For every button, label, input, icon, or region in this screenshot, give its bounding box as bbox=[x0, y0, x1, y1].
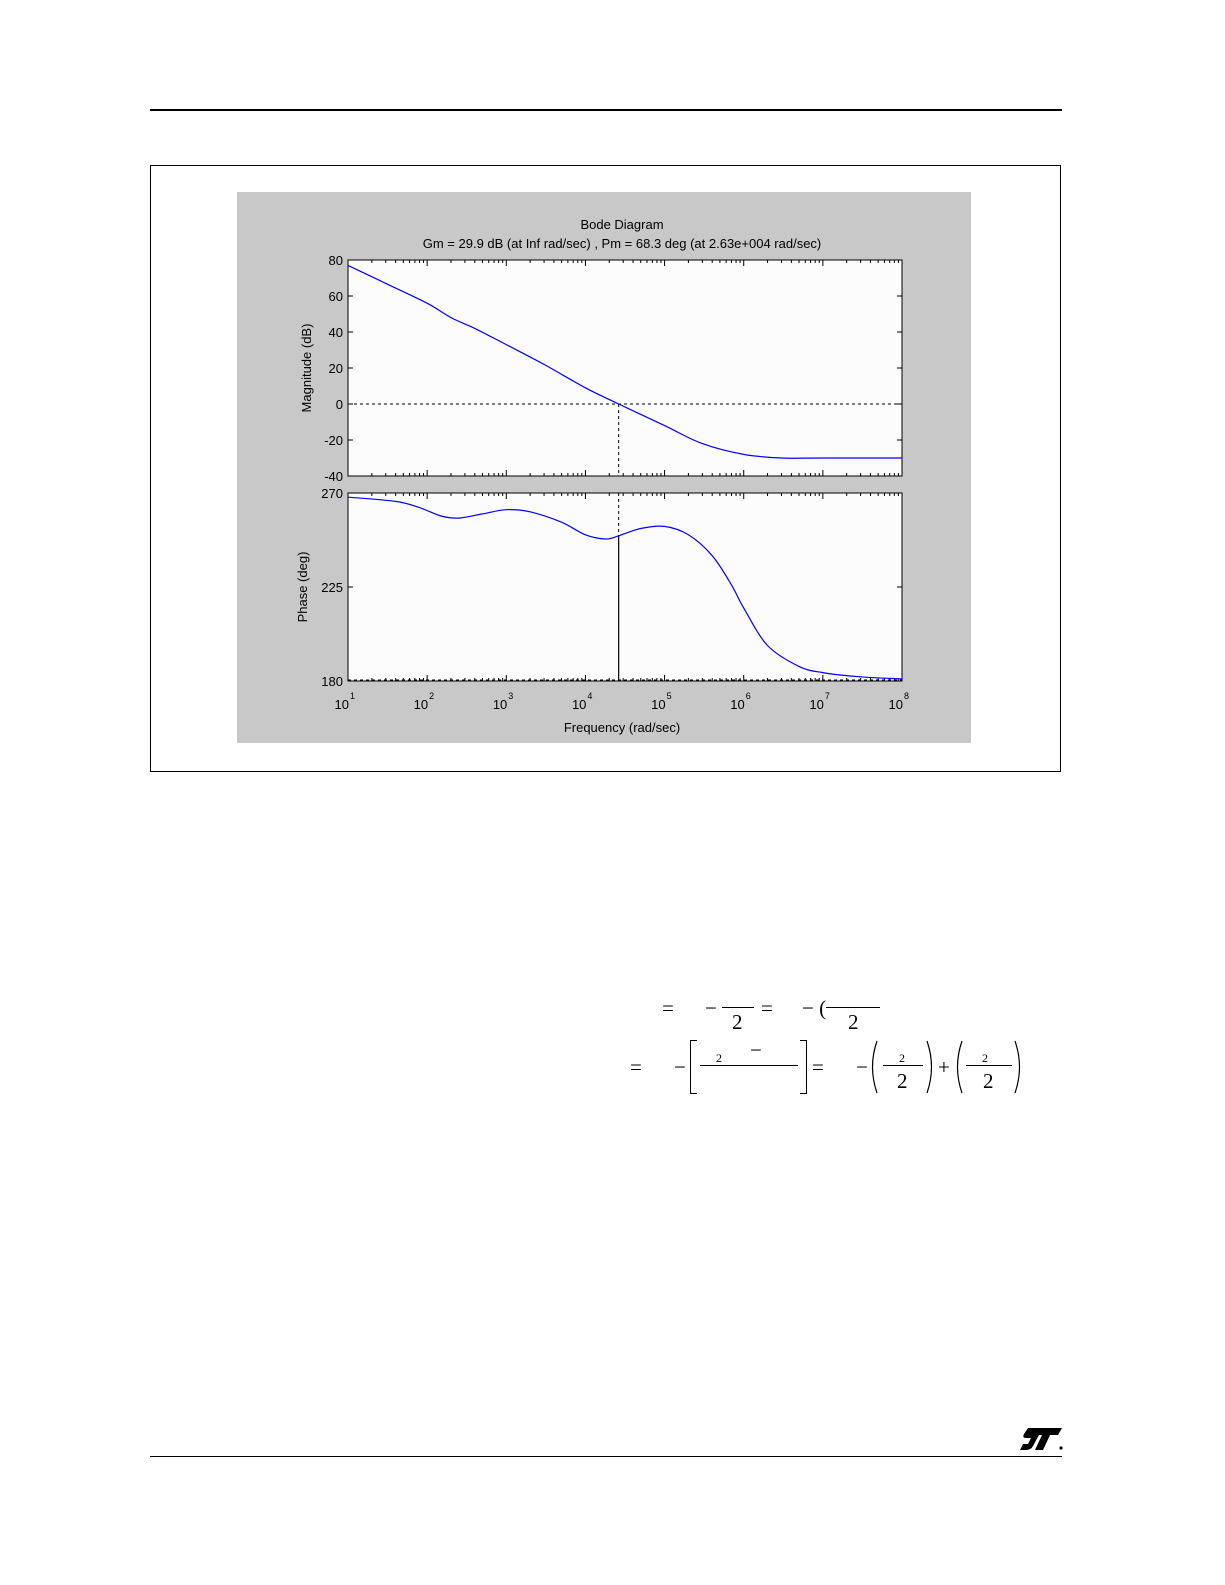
magnitude-y-tick-label: 0 bbox=[335, 397, 343, 412]
eq2-right-paren-1 bbox=[925, 1040, 937, 1094]
x-tick-label-exponent: 6 bbox=[745, 691, 751, 701]
phase-ylabel: Phase (deg) bbox=[295, 551, 310, 623]
magnitude-y-tick-label: -40 bbox=[324, 469, 343, 484]
eq1-minus-1: − bbox=[705, 996, 717, 1020]
eq2-superscript-1: 2 bbox=[716, 1051, 722, 1065]
x-tick-label-exponent: 2 bbox=[429, 691, 435, 701]
x-tick-label: 10 bbox=[413, 697, 429, 712]
x-tick-label: 10 bbox=[730, 697, 745, 712]
eq2-plus: + bbox=[938, 1055, 950, 1079]
chart-subtitle: Gm = 29.9 dB (at Inf rad/sec) , Pm = 68.3 deg (at 2.63e+004 rad/sec) bbox=[422, 236, 822, 251]
eq2-left-bracket bbox=[690, 1040, 697, 1094]
phase-panel bbox=[348, 493, 902, 681]
eq2-minus-inner: − bbox=[750, 1038, 762, 1062]
eq1-denominator-1: 2 bbox=[732, 1010, 743, 1034]
eq2-equals-2: = bbox=[812, 1055, 824, 1079]
chart-title: Bode Diagram bbox=[580, 217, 664, 232]
magnitude-panel bbox=[348, 260, 902, 476]
eq2-equals-1: = bbox=[630, 1055, 642, 1079]
eq2-left-paren-1 bbox=[867, 1040, 879, 1094]
phase-y-tick-label: 180 bbox=[321, 674, 343, 689]
phase-y-tick-label: 270 bbox=[321, 486, 343, 501]
st-logo-icon bbox=[1020, 1426, 1064, 1452]
x-tick-label: 10 bbox=[492, 697, 508, 712]
eq2-fraction-bar-2 bbox=[883, 1065, 923, 1066]
eq1-denominator-2: 2 bbox=[848, 1010, 859, 1034]
eq1-fraction-bar-2 bbox=[826, 1007, 880, 1008]
eq1-minus-2: − ( bbox=[802, 996, 827, 1020]
eq2-denominator-3: 2 bbox=[983, 1069, 994, 1093]
eq1-fraction-bar-1 bbox=[722, 1007, 754, 1008]
magnitude-y-tick-label: 40 bbox=[328, 325, 343, 340]
x-axis-label: Frequency (rad/sec) bbox=[563, 720, 681, 735]
x-tick-label-exponent: 4 bbox=[587, 691, 593, 701]
x-tick-label: 10 bbox=[571, 697, 587, 712]
header-rule bbox=[150, 109, 1062, 111]
eq2-fraction-bar-1 bbox=[700, 1065, 798, 1066]
eq2-minus-1: − bbox=[674, 1055, 686, 1079]
phase-y-tick-label: 225 bbox=[321, 580, 343, 595]
x-tick-label: 10 bbox=[334, 697, 349, 712]
bode-plot bbox=[237, 192, 971, 743]
eq2-denominator-2: 2 bbox=[897, 1069, 908, 1093]
eq2-left-paren-2 bbox=[952, 1040, 964, 1094]
eq2-superscript-3: 2 bbox=[982, 1051, 988, 1065]
x-tick-label-exponent: 1 bbox=[350, 691, 356, 701]
eq2-right-paren-2 bbox=[1013, 1040, 1025, 1094]
magnitude-y-tick-label: 80 bbox=[328, 253, 343, 268]
magnitude-y-tick-label: 20 bbox=[328, 361, 343, 376]
eq2-superscript-2: 2 bbox=[899, 1051, 905, 1065]
x-tick-label: 10 bbox=[888, 697, 903, 712]
eq1-equals-2: = bbox=[761, 996, 773, 1020]
eq1-equals-1: = bbox=[662, 996, 674, 1020]
eq2-minus-2: − bbox=[856, 1055, 868, 1079]
x-tick-label-exponent: 5 bbox=[666, 691, 672, 701]
x-tick-label-exponent: 7 bbox=[824, 691, 830, 701]
x-tick-label: 10 bbox=[651, 697, 666, 712]
x-tick-label: 10 bbox=[809, 697, 824, 712]
magnitude-y-tick-label: -20 bbox=[324, 433, 343, 448]
magnitude-y-tick-label: 60 bbox=[328, 289, 343, 304]
magnitude-ylabel: Magnitude (dB) bbox=[299, 323, 314, 413]
eq2-fraction-bar-3 bbox=[966, 1065, 1012, 1066]
eq2-right-bracket bbox=[800, 1040, 807, 1094]
footer-rule bbox=[150, 1456, 1062, 1457]
x-tick-label-exponent: 3 bbox=[508, 691, 514, 701]
x-tick-label-exponent: 8 bbox=[904, 691, 910, 701]
